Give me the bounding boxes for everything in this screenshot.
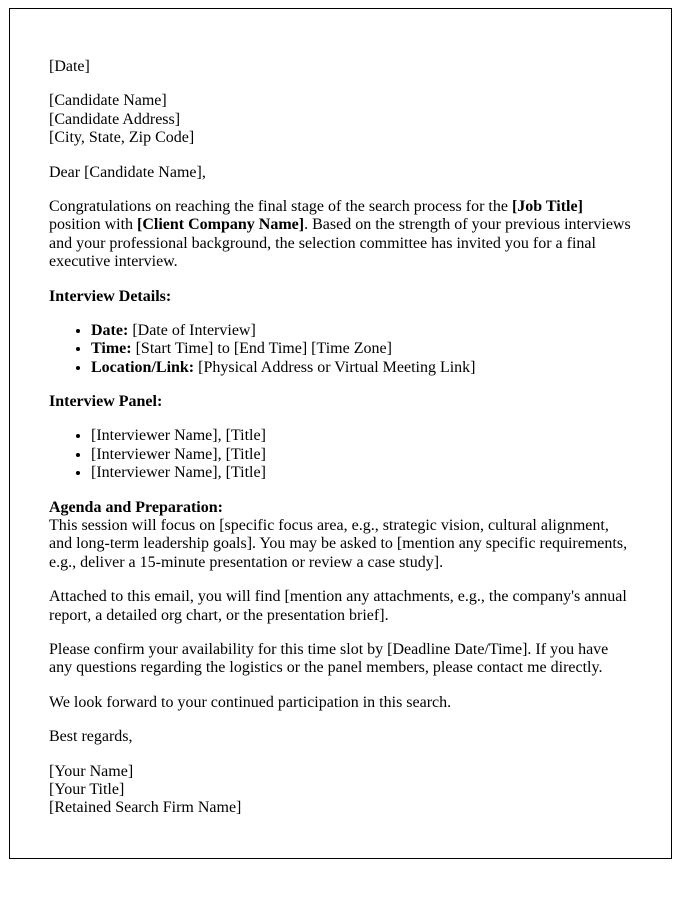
detail-date-value: [Date of Interview] (128, 321, 256, 339)
detail-location-label: Location/Link: (91, 358, 195, 376)
recipient-city-state-zip: [City, State, Zip Code] (49, 129, 195, 147)
salutation: Dear [Candidate Name], (49, 163, 206, 181)
job-title-placeholder: [Job Title] (511, 197, 583, 215)
panel-item: • [Interviewer Name], [Title] (91, 464, 633, 482)
recipient-address: [Candidate Address] (49, 110, 181, 128)
sign-off: Best regards, (49, 728, 133, 746)
intro-paragraph (49, 198, 633, 272)
panel-item: • [Interviewer Name], [Title] (91, 427, 633, 445)
signature-firm: [Retained Search Firm Name] (49, 799, 242, 817)
intro-text-2: position with (49, 216, 138, 234)
intro-text-3: . Based on the strength of your previous interviews and your professional background, the selection committee has invited you for a final executive interview. (49, 216, 631, 271)
detail-item-date (91, 322, 633, 340)
signature-block (49, 763, 633, 818)
interview-panel-list (49, 427, 633, 482)
detail-time-label: Time: (91, 340, 132, 358)
interview-details-list (49, 322, 633, 377)
detail-item-time (91, 340, 633, 358)
recipient-name: [Candidate Name] (49, 92, 167, 110)
agenda-paragraph: This session will focus on [specific focus area, e.g., strategic vision, cultural alignment, and long-term leadership goals]. You may be asked to [mention any specific requirements, e.g., deliver a 15-minute presentation or review a case study]. (49, 517, 628, 571)
closing-paragraph: We look forward to your continued participation in this search. (49, 693, 452, 711)
panel-item: • [Interviewer Name], [Title] (91, 446, 633, 464)
signature-name: [Your Name] (49, 762, 134, 780)
detail-date-label: Date: (91, 321, 129, 339)
interview-details-heading: Interview Details: (49, 287, 172, 305)
intro-text-1: Congratulations on reaching the final stage of the search process for the (49, 197, 512, 215)
confirmation-paragraph: Please confirm your availability for this time slot by [Deadline Date/Time]. If you have any questions regarding the logistics or the panel members, please contact me directly. (49, 640, 609, 677)
detail-location-value: [Physical Address or Virtual Meeting Link] (194, 358, 476, 376)
agenda-heading: Agenda and Preparation: (49, 498, 223, 516)
signature-title: [Your Title] (49, 780, 125, 798)
client-company-placeholder: [Client Company Name] (137, 216, 305, 234)
attachments-paragraph: Attached to this email, you will find [mention any attachments, e.g., the company's annual report, a detailed org chart, or the presentation brief]. (49, 588, 627, 624)
detail-item-location (91, 359, 633, 377)
letter-page (9, 8, 672, 859)
date-line: [Date] (49, 58, 90, 75)
detail-time-value: [Start Time] to [End Time] [Time Zone] (131, 340, 392, 358)
recipient-block (49, 92, 633, 147)
interview-panel-heading: Interview Panel: (49, 393, 163, 411)
